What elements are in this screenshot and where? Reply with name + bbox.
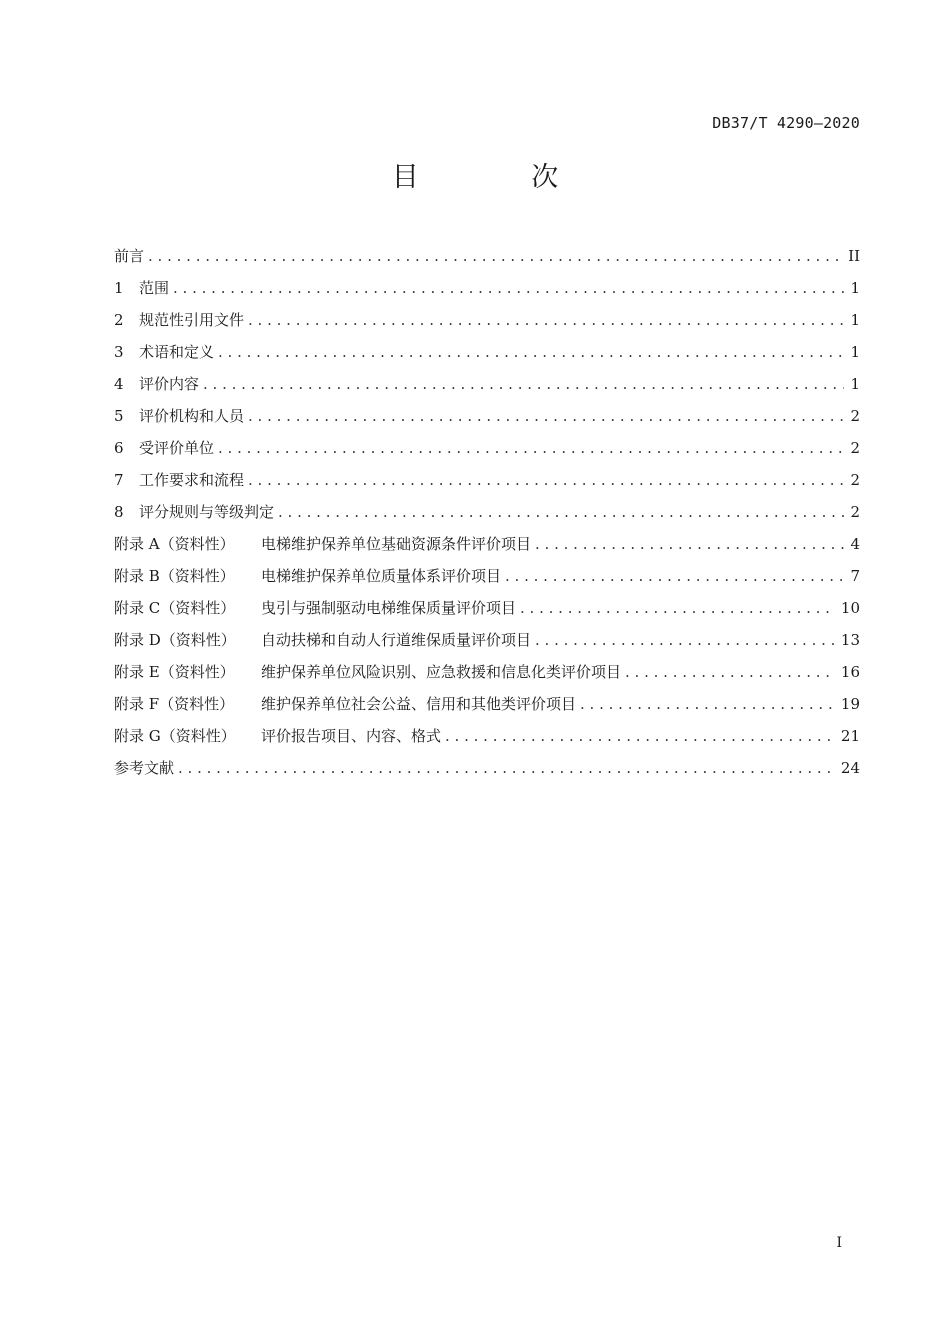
toc-entry-number: 3 — [114, 343, 124, 361]
toc-entry-label: 维护保养单位社会公益、信用和其他类评价项目 — [261, 695, 577, 713]
toc-entry-number: 1 — [114, 279, 124, 297]
toc-entry-label: 范围 — [139, 279, 170, 297]
toc-entry-number: 4 — [114, 375, 124, 393]
toc-entry-number: 2 — [114, 311, 124, 329]
toc-entry-foreword[interactable] — [114, 243, 860, 275]
toc-entry-label: 规范性引用文件 — [139, 311, 245, 329]
toc-entry-page: 2 — [850, 471, 860, 489]
toc-entry-appendix-a[interactable] — [114, 531, 860, 563]
toc-entry-label: 维护保养单位风险识别、应急救援和信息化类评价项目 — [261, 663, 622, 681]
toc-entry-number: 7 — [114, 471, 124, 489]
toc-appendix-id: 附录 F（资料性） — [114, 695, 235, 713]
document-code: DB37/T 4290—2020 — [712, 114, 860, 132]
toc-entry-appendix-f[interactable] — [114, 691, 860, 723]
toc-entry-appendix-d[interactable] — [114, 627, 860, 659]
toc-entry-page: 2 — [850, 503, 860, 521]
toc-entry-page: 1 — [850, 279, 860, 297]
toc-entry-label: 评价报告项目、内容、格式 — [261, 727, 442, 745]
toc-entry-page: 13 — [840, 631, 860, 649]
toc-entry-appendix-g[interactable] — [114, 723, 860, 755]
toc-appendix-id: 附录 G（资料性） — [114, 727, 236, 745]
toc-entry-label: 评价机构和人员 — [139, 407, 245, 425]
page-number: I — [836, 1235, 842, 1251]
toc-appendix-id: 附录 A（资料性） — [114, 535, 235, 553]
toc-appendix-id: 附录 C（资料性） — [114, 599, 236, 617]
toc-entry-references[interactable] — [114, 755, 860, 787]
dot-leader — [148, 243, 842, 269]
toc-entry-page: 4 — [850, 535, 860, 553]
dot-leader — [580, 691, 835, 717]
toc-entry-label: 参考文献 — [114, 759, 175, 777]
toc-entry-label: 工作要求和流程 — [139, 471, 245, 489]
toc-entry-label: 前言 — [114, 247, 145, 265]
toc-entry-7[interactable] — [114, 467, 860, 499]
toc-entry-label: 电梯维护保养单位质量体系评价项目 — [261, 567, 502, 585]
dot-leader — [625, 659, 835, 685]
toc-entry-page: 19 — [840, 695, 860, 713]
dot-leader — [248, 403, 844, 429]
toc-entry-3[interactable] — [114, 339, 860, 371]
dot-leader — [218, 339, 844, 365]
toc-entry-label: 电梯维护保养单位基础资源条件评价项目 — [261, 535, 532, 553]
dot-leader — [278, 499, 844, 525]
dot-leader — [535, 531, 844, 557]
toc-entry-page: II — [848, 247, 860, 265]
dot-leader — [218, 435, 844, 461]
dot-leader — [248, 307, 844, 333]
toc-entry-2[interactable] — [114, 307, 860, 339]
toc-title: 目 次 — [391, 162, 611, 193]
toc-entry-page: 1 — [850, 375, 860, 393]
toc-entry-page: 1 — [850, 311, 860, 329]
toc-entry-label: 评价内容 — [139, 375, 200, 393]
toc-entry-page: 2 — [850, 407, 860, 425]
toc-entry-page: 2 — [850, 439, 860, 457]
toc-entry-5[interactable] — [114, 403, 860, 435]
dot-leader — [178, 755, 835, 781]
toc-entry-number: 8 — [114, 503, 124, 521]
toc-entry-label: 曳引与强制驱动电梯维保质量评价项目 — [261, 599, 517, 617]
toc-entry-page: 1 — [850, 343, 860, 361]
dot-leader — [248, 467, 844, 493]
dot-leader — [520, 595, 835, 621]
toc-entry-label: 受评价单位 — [139, 439, 215, 457]
toc-entry-label: 评分规则与等级判定 — [139, 503, 275, 521]
toc-entry-label: 自动扶梯和自动人行道维保质量评价项目 — [261, 631, 532, 649]
toc-entry-page: 21 — [840, 727, 860, 745]
toc-appendix-id: 附录 D（资料性） — [114, 631, 236, 649]
toc-appendix-id: 附录 B（资料性） — [114, 567, 235, 585]
dot-leader — [173, 275, 844, 301]
toc-entry-appendix-c[interactable] — [114, 595, 860, 627]
toc-entry-appendix-b[interactable] — [114, 563, 860, 595]
dot-leader — [445, 723, 835, 749]
toc-entry-page: 7 — [850, 567, 860, 585]
toc-appendix-id: 附录 E（资料性） — [114, 663, 235, 681]
toc-entry-1[interactable] — [114, 275, 860, 307]
toc-entry-number: 5 — [114, 407, 124, 425]
toc-entry-6[interactable] — [114, 435, 860, 467]
toc-entry-8[interactable] — [114, 499, 860, 531]
dot-leader — [203, 371, 844, 397]
toc-entry-page: 24 — [840, 759, 860, 777]
dot-leader — [505, 563, 844, 589]
toc-entry-4[interactable] — [114, 371, 860, 403]
dot-leader — [535, 627, 835, 653]
toc-entry-appendix-e[interactable] — [114, 659, 860, 691]
table-of-contents — [114, 243, 860, 787]
toc-entry-page: 10 — [840, 599, 860, 617]
toc-entry-label: 术语和定义 — [139, 343, 215, 361]
toc-entry-page: 16 — [840, 663, 860, 681]
toc-entry-number: 6 — [114, 439, 124, 457]
